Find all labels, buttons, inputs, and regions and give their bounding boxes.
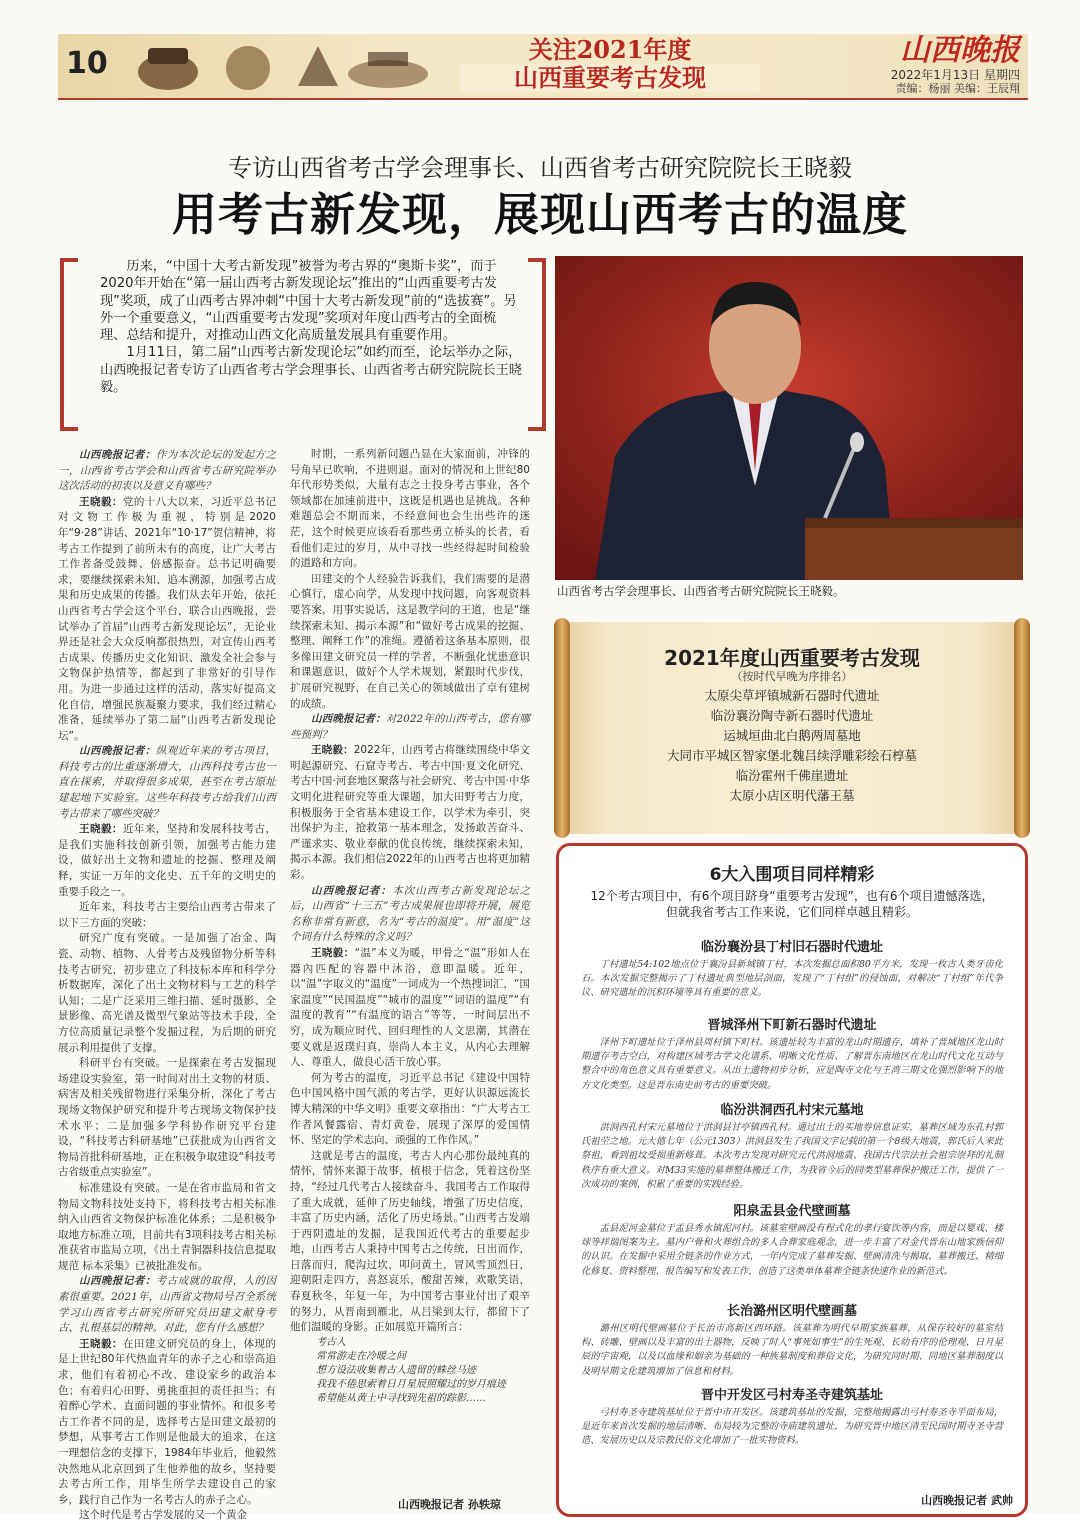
article-paragraph [58, 495, 276, 745]
paragraph-text: 研究广度有突破。一是加强了冶金、陶瓷、动物、植物、人骨考古及残留物分析等科技考古研究，初步建立了科技标本库和科学分析数据库，深化了出土文物材料与工艺的科学认知；二是广泛采用三维扫描、延时摄影、全景影像、高光谱及微型气象站等技术手段，全方位高质量记录整个发掘过程，为后期的研究展示利用提供了支撑。 [58, 932, 276, 1054]
site-description: 洪洞西孔村宋元墓地位于洪洞县甘亭镇西孔村。通过出土的买地券信息证实，墓葬区域为东孔村郭氏祖茔之地。元大德七年（公元1303）洪洞县发生了我国文字记载的第一个8级大地震，郭氏后人来此祭祖，看到祖坟受损重新修葺。本次考古发现对研究元代洪洞地震、我国古代宗法社会祖宗崇拜的礼制秩序有重大意义。对M33实施的墓葬整体搬迁工作，为我省今后的同类型墓葬保护搬迁工作，提供了一次成功的案例，积累了重要的实践经验。 [581, 1122, 1003, 1190]
paragraph-text: 近年来，坚持和发展科技考古，是我们实施科技创新引领，加强考古能力建设，做好出土文物和遗址的挖掘、整理及阐释，实证一万年的文化史、五千年的文明史的重要手段之一。 [58, 823, 277, 898]
poem-line: 希望能从黄土中寻找到先祖的踪影…… [316, 1392, 486, 1404]
list-item: 临汾霍州千佛崖遗址 [735, 768, 849, 783]
paragraph-text: 田建文的个人经验告诉我们，我们需要的是潜心慎行，虚心向学，从发现中找问题，向客观资料要答案，用事实说话，这是教学问的王道，也是“继续探索未知、揭示本源”和“做好考古成果的挖掘、整理、阐释工作”的准绳。遵循着这条基本原则，很多像田建文研究员一样的学者，不断强化忧患意识和课题意识，做好个人学术规划，紧跟时代步伐，扩展研究视野，在自己关心的领域做出了卓有建树的成绩。 [290, 572, 530, 710]
paragraph-text: 党的十八大以来，习近平总书记对文物工作极为重视，特别是2020年“9·28”讲话、2021年“10·17”贺信精神，将考古工作提到了前所未有的高度，让广大考古工作者备受鼓舞、倍感振奋。总书记明确要求，要继续探索未知、追本溯源，加强考古成果和历史成果的传播。我们从去年开始，依托山西省考古学会这个平台，联合山西晚报，尝试举办了首届“山西考古新发现论坛”，无论业界还是社会大众反响都很热烈，对宣传山西考古成果、传播历史文化知识、激发全社会参与文物保护热情等，都起到了非常好的引导作用。为进一步通过这样的活动，落实好提高文化自信，增强民族凝聚力要求，我们经过精心准备，延续举办了第二届“山西考古新发现论坛”。 [58, 495, 277, 742]
speaker-label: 山西晚报记者： [79, 745, 156, 758]
article-paragraph [290, 572, 530, 712]
column-banner [460, 36, 760, 96]
site-name: 晋中开发区弓村寿圣寺建筑基址 [700, 1388, 883, 1403]
page-number: 10 [66, 46, 108, 81]
paragraph-text: 2022年，山西考古将继续围绕中华文明起源研究、石窟寺考古、考古中国·夏文化研究、考古中国·河套地区聚落与社会研究、考古中国·中华文明化进程研究等重大课题，加大田野考古力度，积极服务于全省基本建设工作，以学术为牵引，突出保护为主，抢救第一基本理念，发扬敢苦奋斗、严谨求实、敬业奉献的优良传统，继续探索未知，揭示本源。我们相信2022年的山西考古也将更加精彩。 [290, 744, 530, 882]
article-paragraph [58, 900, 276, 931]
finalists-lead: 12个考古项目中，有6个项目跻身“重要考古发现”，也有6个项目遗憾落选，但就我省考古工作来说，它们同样卓越且精彩。 [590, 889, 994, 919]
speaker-label: 王晓毅： [79, 823, 123, 836]
article-subtitle: 专访山西省考古学会理事长、山西省考古研究院院长王晓毅 [228, 154, 852, 182]
site-description: 弓村寿圣寺建筑基址位于晋中市开发区。该建筑基址的发掘，完整地揭露出弓村寿圣寺平面布局，是近年来首次发掘的地层清晰、布局较为完整的寺庙建筑遗址，为研究晋中地区清至民国时期寺圣寺营造、发展历史以及宗教民俗文化增加了一批实物资料。 [581, 1407, 1003, 1447]
article-paragraph [290, 1071, 530, 1149]
paragraph-text: 这个时代是考古学发展的又一个黄金 [79, 1509, 247, 1522]
article-paragraph [58, 1508, 276, 1524]
discoveries-list [562, 686, 1022, 806]
speaker-label: 山西晚报记者： [311, 884, 393, 897]
editors-credit: 责编：杨丽 美编：王辰翔 [895, 82, 1020, 95]
artifact-illustration [128, 38, 458, 94]
speaker-label: 山西晚报记者： [79, 1275, 156, 1288]
speaker-label: 山西晚报记者： [79, 449, 156, 461]
speaker-label: 王晓毅： [79, 1337, 123, 1350]
article-paragraph [58, 448, 276, 495]
site-description: 潞州区明代壁画墓位于长治市高新区西环路。该墓葬为明代早期家族墓葬，从保存较好的墓室结构、砖雕、壁画以及丰富的出土器物，反映了时人“事死如事生”的生死观、长幼有序的伦理观、日月星辰的宇宙观，以及以血缘和姻亲为基础的一种族墓制度和葬俗文化，为研究同时期、同地区墓葬制度以及明早期文化建筑增加了信息和材料。 [581, 1323, 1003, 1377]
article-paragraph [58, 931, 276, 1056]
paragraph-text: 作为本次论坛的发起方之一，山西省考古学会和山西省考古研究院举办这次活动的初衷以及意义有哪些？ [58, 449, 277, 493]
speaker-label: 王晓毅： [79, 495, 123, 508]
paragraph-text: 标准建设有突破。一是在省市监局和省文物局文物科技处支持下，将科技考古相关标准纳入山西省文物保护标准化体系；二是积极争取地方标准立项，目前共有3项科技考古相关标准获省市监局立项，《出土青铜器科技信息提取规范 标本采集》已被批准发布。 [58, 1181, 276, 1272]
masthead [870, 34, 1020, 95]
article-column-2 [290, 447, 530, 1406]
list-item: 太原小店区明代藩王墓 [729, 788, 855, 803]
paragraph-text: 时期，一系列新问题凸显在大家面前，冲锋的号角早已吹响，不进则退。面对的情况和上世纪80年代形势类似，大量有志之士投身考古事业，各个领域都在加速前进中，这既是机遇也是挑战。各种难题总会不期而来，不经意间也会生出些许的迷茫，这个时候更应该看看那些勇立桥头的长者，看看他们走过的岁月，从中寻找一些经得起时间检验的道路和方向。 [290, 448, 530, 570]
portrait-photo [555, 256, 1023, 580]
photo-caption: 山西省考古学会理事长、山西省考古研究院院长王晓毅。 [557, 584, 845, 598]
site-description: 盂县泥河金墓位于盂县秀水镇泥河村。该墓室壁画没有程式化的孝行宴饮等内容，而是以婴戏、楼球等祥瑞图案为主。墓内户骨和火葬组合的多人合葬家庭观念，进一步丰富了对金代晋东山地家族信仰的认识。在发掘中采用全链条的作业方式，一年内完成了墓葬发掘、壁画清洗与揭取、墓葬搬迁、精细化修复、资料整理、报告编写和发表工作，创造了这类单体墓葬全链条快速作业的新范式。 [581, 1223, 1003, 1277]
article-paragraph [290, 1149, 530, 1336]
site-entry [581, 1202, 1003, 1279]
article-paragraph [58, 1337, 276, 1509]
site-description: 丁村遗址54:102地点位于襄汾县新城镇丁村，本次发掘总面积80平方米，发现一枚古人类牙齿化石。本次发掘完整揭示了丁村遗址典型地层剖面，发现了“丁村组”的侵蚀面，对解决“丁村组”年代争议、研究遗址的沉积环境等具有重要的意义。 [581, 959, 1003, 999]
poem-line: 常常游走在冷暖之间 [316, 1350, 406, 1362]
article-paragraph [58, 1274, 276, 1336]
banner-line-1: 关注2021年度 [528, 35, 692, 64]
list-item: 太原尖草坪镇城新石器时代遗址 [704, 688, 880, 703]
site-name: 临汾洪洞西孔村宋元墓地 [720, 1103, 864, 1118]
article-intro [60, 258, 546, 428]
intro-bracket-left [60, 258, 78, 431]
article-column-1 [58, 448, 276, 1524]
site-entry [581, 1016, 1003, 1093]
poem-line: 我我不倦思索着日月星辰照耀过的岁月痕迹 [316, 1378, 506, 1390]
paragraph-text: “温”本义为暖，甲骨之“温”形如人在器內匹配的容器中沐浴，意即温暖。近年，以“温”字取义的“温度”一词成为一个热搜词汇，“国家温度”“民国温度”“城市的温度”“词语的温度”“有温度的教育”“有温度的语言”等等，一时间层出不穷，成为顺应时代、回归理性的人文思潮，其潜在要义就是返璞归真，崇尚人本主义，从内心去理解人、尊重人，做良心活干放心事。 [290, 947, 531, 1069]
article-paragraph [58, 744, 276, 822]
speaker-label: 山西晚报记者： [311, 713, 386, 726]
site-entry [581, 938, 1003, 1001]
article-paragraph [290, 946, 530, 1071]
paragraph-text: 近年来，科技考古主要给山西考古带来了以下三方面的突破： [58, 901, 276, 929]
intro-paragraph: 历来，“中国十大考古新发现”被誉为考古界的“奥斯卡奖”，而于2020年开始在“第一届山西考古新发现论坛”推出的“山西重要考古发现”奖项，成了山西考古界冲刺“中国十大考古新发现”前的“选拔赛”。另外一个重要意义，“山西重要考古发现”奖项对年度山西考古的全面梳理、总结和提升，对推动山西文化高质量发展具有重要作用。 [100, 259, 517, 344]
paragraph-text: 纵观近年来的考古项目，科技考古的比重逐渐增大，山西科技考古也一直在探索，并取得很多成果，甚至在考古原址建起地下实验室。这些年科技考古给我们山西考古带来了哪些突破？ [58, 745, 277, 820]
article-paragraph [290, 447, 530, 572]
finalists-byline: 山西晚报记者 武帅 [921, 1494, 1013, 1507]
list-item: 临汾襄汾陶寺新石器时代遗址 [710, 708, 874, 723]
site-entry [581, 1302, 1003, 1379]
column-byline: 山西晚报记者 孙轶琼 [398, 1498, 501, 1511]
issue-date: 2022年1月13日 星期四 [890, 68, 1020, 82]
list-item: 运城垣曲北白鹅两周墓地 [723, 728, 861, 743]
article-paragraph [290, 743, 530, 883]
article-paragraph [58, 1056, 276, 1181]
scroll-title: 2021年度山西重要考古发现 [664, 646, 920, 670]
intro-paragraph: 1月11日，第二届“山西考古新发现论坛”如约而至，论坛举办之际，山西晚报记者专访了山西省考古学会理事长、山西省考古研究院院长王晓毅。 [100, 345, 522, 396]
finalists-title: 6大入围项目同样精彩 [709, 865, 875, 885]
article-paragraph [58, 822, 276, 900]
site-name: 晋城泽州下町新石器时代遗址 [707, 1018, 877, 1033]
site-entry [581, 1101, 1003, 1192]
site-name: 长治潞州区明代壁画墓 [726, 1304, 857, 1319]
paragraph-text: 何为考古的温度，习近平总书记《建设中国特色中国风格中国气派的考古学，更好认识源远流长博大精深的中华文明》重要文章指出：“广大考古工作者风餐露宿、青灯黄卷，展现了深厚的爱国情怀、坚定的学术志向、顽强的工作作风。” [290, 1071, 530, 1147]
intro-bracket-right [528, 258, 546, 431]
scroll-note: （按时代早晚为序排名） [731, 670, 853, 683]
finalists-box [556, 843, 1028, 1517]
newspaper-logo: 山西晚报 [900, 33, 1020, 68]
article-paragraph [290, 884, 530, 946]
site-name: 阳泉盂县金代壁画墓 [733, 1204, 851, 1219]
poem-line: 考古人 [316, 1336, 346, 1348]
speaker-label: 王晓毅： [311, 744, 354, 757]
banner-line-2: 山西重要考古发现 [460, 64, 760, 92]
speaker-label: 王晓毅： [311, 947, 355, 959]
site-description: 泽州下町遗址位于泽州县周村镇下町村。该遗址较为丰富的龙山时期遗存，填补了晋城地区龙山时期遗存考古空白，对构建区域考古学文化谱系、明晰文化性质、了解晋东南地区在龙山时代文化互动与整合中的角色意义具有重要意义。从出土遗物初步分析，应是陶寺文化与王湾三期文化强烈影响下的地方文化类型。这是晋东南史前考古的重要突破。 [581, 1037, 1003, 1091]
article-title: 用考古新发现，展现山西考古的温度 [171, 188, 908, 241]
poem-line: 想方设法收集着古人遗留的蛛丝马迹 [316, 1364, 476, 1376]
paragraph-text: 考古成就的取得，人的因素很重要。2021年，山西省文物局号召全系统学习山西省考古研究所研究员田建文献身考古、扎根基层的精神。对此，您有什么感想？ [58, 1275, 277, 1335]
paragraph-text: 本次山西考古新发现论坛之后，山西省“十三五”考古成果展也即将开展，展览名称非常有新意，名为“考古的温度”。用“温度”这个词有什么特殊的含义吗？ [290, 884, 531, 944]
article-paragraph [58, 1181, 276, 1275]
important-discoveries-scroll [562, 622, 1022, 834]
article-paragraph [290, 712, 530, 743]
page-header [58, 34, 1028, 100]
paragraph-text: 在田建文研究员的身上，体现的是上世纪80年代热血青年的赤子之心和崇高追求，他们有着初心不改、建设家乡的政治本色；有着归心田野、勇挑重担的责任担当；有着醉心学术、直面问题的事业情怀。和很多考古工作者不同的是，选择考古是田建文最初的梦想，从事考古工作则是他最大的追求，在这一理想信念的支撑下，1984年毕业后，他毅然决然地从北京回到了生他养他的故乡，坚持要去考古所工作，用毕生所学去建设自己的家乡，践行自己作为一名考古人的赤子之心。 [58, 1337, 277, 1506]
site-name: 临汾襄汾县丁村旧石器时代遗址 [700, 940, 883, 955]
list-item: 大同市平城区智家堡北魏吕续浮雕彩绘石椁墓 [666, 748, 917, 763]
paragraph-text: 科研平台有突破。一是探索在考古发掘现场建设实验室，第一时间对出土文物的材质、病害及相关残留物进行采集分析，深化了考古现场文物保护研究和提升考古现场文物保护技术水平；二是加强多学科协作研究平台建设，“科技考古科研基地”已获批成为山西省文物局首批科研基地，正在积极争取建设“科技考古省级重点实验室”。 [58, 1057, 276, 1179]
speaker-illustration [555, 256, 1023, 580]
paragraph-text: 这就是考古的温度，考古人内心那份最纯真的情怀，情怀来源于故事，植根于信念，凭着这份坚持，“经过几代考古人接续奋斗，我国考古工作取得了重大成就，延伸了历史轴线，增强了历史信度，丰富了历史内涵，活化了历史场景。”山西考古发端于西阴遗址的发掘，是我国近代考古的重要起步地，山西考古人秉持中国考古之传统，日出而作，日落而归，爬沟过坎，叩问黄土，冒风雪顶烈日，迎朝阳走四方，喜怒哀乐，酸甜苦辣，欢歌笑语，春夏秋冬，年复一年，为中国考古事业付出了艰辛的努力，从晋南到雁北，从吕梁到太行，都留下了他们温暖的身影。正如展览开篇所言： [290, 1149, 530, 1334]
paragraph-text: 对2022年的山西考古，您有哪些预判？ [290, 713, 530, 741]
site-entry [581, 1386, 1003, 1449]
